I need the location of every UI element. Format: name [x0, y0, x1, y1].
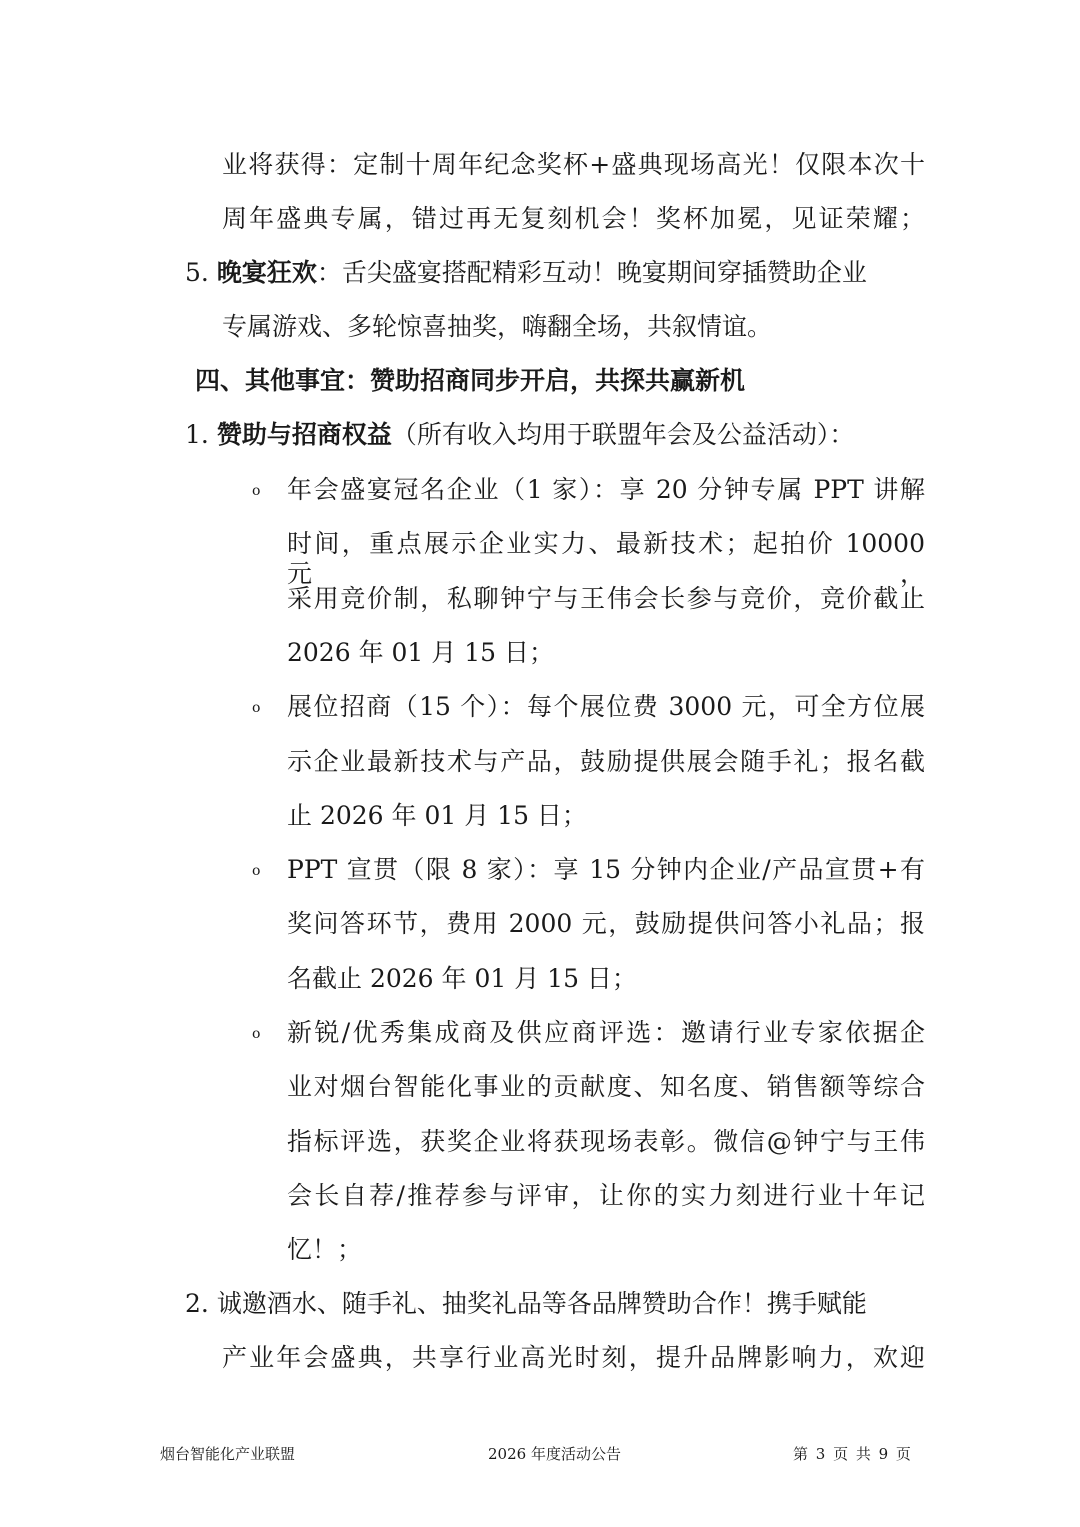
- bullet-line: 时间，重点展示企业实力、最新技术；起拍价 10000 元，: [287, 529, 925, 589]
- item-number: 1.: [185, 420, 209, 449]
- item-title: 赞助与招商权益: [216, 420, 392, 449]
- item-text: 诚邀酒水、随手礼、抽奖礼品等各品牌赞助合作！携手赋能: [216, 1289, 867, 1318]
- footer-page-number: 第 3 页 共 9 页: [793, 1445, 911, 1463]
- bullet-line: 指标评选，获奖企业将获现场表彰。微信@钟宁与王伟: [287, 1126, 925, 1156]
- bullet-line: 采用竞价制，私聊钟宁与王伟会长参与竞价，竞价截止: [287, 583, 925, 613]
- bullet-icon: o: [252, 1026, 261, 1042]
- bullet-line: 奖问答环节，费用 2000 元，鼓励提供问答小礼品；报: [287, 909, 925, 939]
- body-line: 周年盛典专属，错过再无复刻机会！奖杯加冕，见证荣耀；: [222, 204, 925, 233]
- bullet-line: 年会盛宴冠名企业（1 家）：享 20 分钟专属 PPT 讲解: [287, 475, 925, 504]
- footer-org: 烟台智能化产业联盟: [160, 1445, 296, 1463]
- bullet-line: 止 2026 年 01 月 15 日；: [287, 800, 587, 830]
- body-line: 产业年会盛典，共享行业高光时刻，提升品牌影响力，欢迎: [222, 1343, 925, 1372]
- bullet-line: 会长自荐/推荐参与评审，让你的实力刻进行业十年记: [287, 1180, 925, 1210]
- bullet-line: 2026 年 01 月 15 日；: [287, 637, 554, 667]
- section-heading: 四、其他事宜：赞助招商同步开启，共探共赢新机: [195, 366, 746, 395]
- bullet-line: 示企业最新技术与产品，鼓励提供展会随手礼；报名截: [287, 746, 925, 776]
- bullet-line: 新锐/优秀集成商及供应商评选：邀请行业专家依据企: [287, 1018, 925, 1047]
- bullet-icon: o: [252, 700, 261, 717]
- bullet-line: 名截止 2026 年 01 月 15 日；: [287, 963, 637, 993]
- item-number: 5.: [185, 258, 209, 287]
- bullet-line: PPT 宣贯（限 8 家）：享 15 分钟内企业/产品宣贯+有: [287, 855, 925, 885]
- bullet-line: 展位招商（15 个）：每个展位费 3000 元，可全方位展: [287, 692, 925, 722]
- list-item-5: [185, 258, 925, 288]
- item-text: ：舌尖盛宴搭配精彩互动！晚宴期间穿插赞助企业: [316, 258, 867, 287]
- item-title: 晚宴狂欢: [216, 258, 317, 287]
- body-line: 业将获得：定制十周年纪念奖杯+盛典现场高光！仅限本次十: [222, 150, 925, 179]
- bullet-icon: o: [252, 483, 261, 499]
- bullet-line: 忆！；: [287, 1235, 363, 1265]
- footer-title: 2026 年度活动公告: [488, 1445, 621, 1463]
- body-line: 专属游戏、多轮惊喜抽奖，嗨翻全场，共叙情谊。: [222, 312, 773, 341]
- item-text: （所有收入均用于联盟年会及公益活动）：: [391, 420, 855, 449]
- bullet-line: 业对烟台智能化事业的贡献度、知名度、销售额等综合: [287, 1072, 925, 1102]
- item-number: 2.: [185, 1289, 209, 1318]
- bullet-icon: o: [252, 863, 261, 880]
- list-item-2: [185, 1289, 925, 1319]
- list-item-1: [185, 420, 854, 450]
